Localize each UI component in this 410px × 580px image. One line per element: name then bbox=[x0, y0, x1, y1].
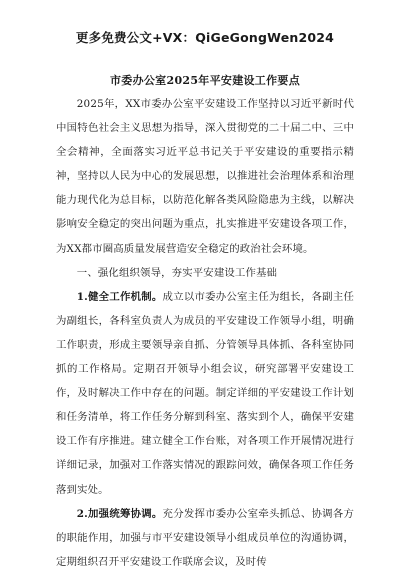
section-heading: 一、强化组织领导，夯实平安建设工作基础 bbox=[76, 266, 278, 279]
intro-paragraph: 2025年，XX市委办公室平安建设工作坚持以习近平新时代中国特色社会主义思想为指导，深入贯彻党的二十届二中、三中全会精神，全面落实习近平总书记关于平安建设的重要指示精神，坚持以人民为中心的发展思想，以推进社会治理体系和治理能力现代化为总目标，以防范化解各类风险隐患为主线，以解决影响安全稳定的突出问题为重点，扎实推进平安建设各项工作，为XX都市圈高质量发展营造安全稳定的政治社会环境。 bbox=[56, 98, 354, 255]
item-heading: 1.健全工作机制。 bbox=[76, 290, 163, 303]
document-title: 市委办公室2025年平安建设工作要点 bbox=[109, 74, 300, 87]
item-heading: 2.加强统筹协调。 bbox=[76, 507, 163, 520]
item-text: 成立以市委办公室主任为组长，各副主任为副组长，各科室负责人为成员的平安建设工作领导小组，明确工作职责，形成主要领导亲自抓、分管领导具体抓、各科室协同抓的工作格局。定期召开领导小组会议，研究部署平安建设工作，及时解决工作中存在的问题。制定详细的平安建设工作计划和任务清单，将工作任务分解到科室、落实到个人，确保平安建设工作有序推进。建立健全工作台账，对各项工作开展情况进行详细记录，加强对工作落实情况的跟踪问效，确保各项工作任务落到实处。 bbox=[56, 290, 354, 496]
watermark-header: 更多免费公文+VX：QiGeGongWen2024 bbox=[75, 30, 335, 45]
document-body bbox=[56, 92, 354, 574]
item-paragraph bbox=[56, 285, 354, 502]
item-text: 充分发挥市委办公室牵头抓总、协调各方的职能作用，加强与市平安建设领导小组成员单位的沟通协调，定期组织召开平安建设工作联席会议，及时传 bbox=[56, 507, 354, 568]
item-paragraph bbox=[56, 502, 354, 574]
